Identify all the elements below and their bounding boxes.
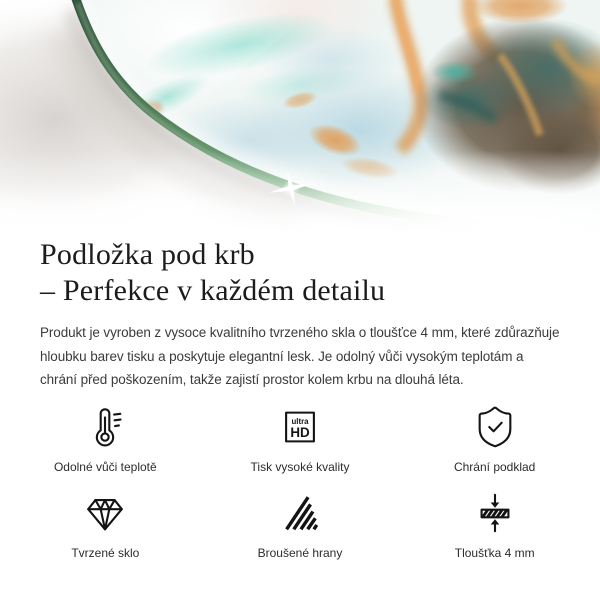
feature-tempered-glass: [8, 490, 203, 560]
svg-text:ultra: ultra: [291, 416, 309, 426]
page-title-line2: – Perfekce v každém detailu: [40, 274, 386, 307]
hero-image: [0, 0, 600, 235]
feature-protects-surface: [397, 404, 592, 474]
product-description-section: [0, 237, 600, 392]
feature-polished-edges: [203, 490, 398, 560]
feature-label: Tisk vysoké kvality: [250, 459, 350, 474]
feature-print-quality: [203, 404, 398, 474]
feature-label: Broušené hrany: [257, 545, 343, 560]
features-grid: [0, 392, 600, 560]
thickness-icon: [472, 490, 518, 536]
thermometer-icon: [82, 404, 128, 450]
feature-label: Tvrzené sklo: [71, 545, 140, 560]
product-paragraph: Produkt je vyroben z vysoce kvalitního tvrzeného skla o tloušťce 4 mm, které zdůrazňuje hloubku barev tisku a poskytuje elegantní lesk. Je odolný vůči vysokým teplotám a chrání před poškozením, takže zajistí prostor kolem krbu na dlouhá léta.: [40, 325, 560, 387]
feature-thickness: [397, 490, 592, 560]
page-title: [40, 237, 560, 309]
glass-pad-artwork: [0, 0, 600, 235]
svg-text:HD: HD: [290, 424, 310, 440]
feature-label: Chrání podklad: [453, 459, 536, 474]
shield-check-icon: [472, 404, 518, 450]
diamond-icon: [82, 490, 128, 536]
ultra-hd-icon: [277, 404, 323, 450]
beveled-edges-icon: [277, 490, 323, 536]
page-title-line1: Podložka pod krb: [40, 238, 255, 271]
feature-heat-resistant: [8, 404, 203, 474]
feature-label: Tloušťka 4 mm: [454, 545, 535, 560]
hero-fade: [0, 150, 600, 235]
feature-label: Odolné vůči teplotě: [53, 459, 157, 474]
